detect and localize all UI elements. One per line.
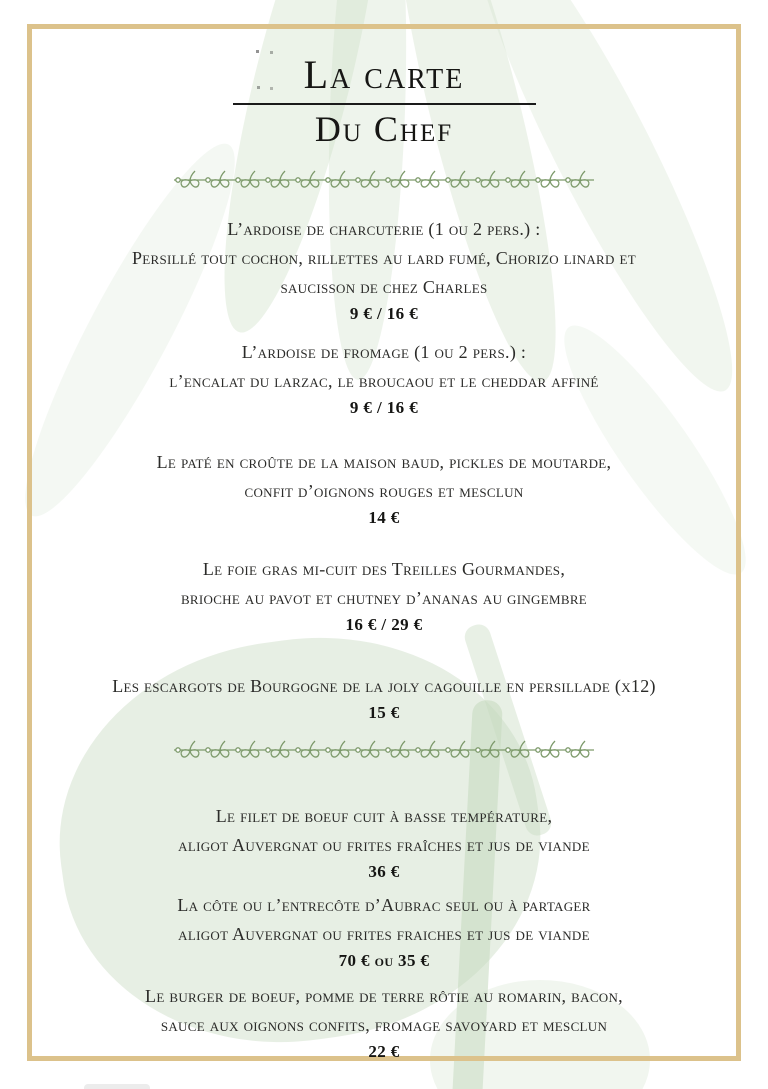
menu-item-line: Le burger de boeuf, pomme de terre rôtie au romarin, bacon,	[145, 986, 623, 1006]
menu-item-line: L’ardoise de charcuterie (1 ou 2 pers.) :	[227, 219, 541, 239]
cutoff-shape	[84, 1084, 150, 1089]
menu-item-line: sauce aux oignons confits, fromage savoyard et mesclun	[160, 1015, 608, 1035]
menu-item-line: Les escargots de Bourgogne de la joly cagouille en persillade (x12)	[112, 676, 656, 696]
menu-item	[32, 672, 736, 725]
menu-item-line: aligot Auvergnat ou frites fraîches et jus de viande	[178, 835, 590, 855]
menu-item	[32, 448, 736, 530]
menu-item-line: aligot Auvergnat ou frites fraiches et jus de viande	[178, 924, 590, 944]
menu-item	[32, 555, 736, 637]
menu-item	[32, 802, 736, 884]
menu-item-price: 36 €	[368, 862, 400, 881]
menu-item-price: 14 €	[368, 508, 400, 527]
menu-item-line: Le paté en croûte de la maison baud, pickles de moutarde,	[156, 452, 612, 472]
menu-item-line: La côte ou l’entrecôte d’Aubrac seul ou à partager	[177, 895, 591, 915]
menu-item-line: confit d’oignons rouges et mesclun	[244, 481, 524, 501]
menu-item-line: Le filet de boeuf cuit à basse température,	[215, 806, 553, 826]
menu-item	[32, 891, 736, 973]
menu-item-line: l’encalat du larzac, le broucaou et le cheddar affiné	[169, 371, 599, 391]
menu-item-price: 22 €	[368, 1042, 400, 1061]
leaf-chain-divider-icon	[174, 739, 594, 761]
menu-item-line: L’ardoise de fromage (1 ou 2 pers.) :	[241, 342, 527, 362]
menu-item	[32, 215, 736, 326]
menu-item	[32, 338, 736, 420]
menu-page	[32, 29, 736, 1064]
menu-item-price: 9 € / 16 €	[349, 304, 419, 323]
menu-item-line: brioche au pavot et chutney d’ananas au gingembre	[180, 588, 588, 608]
menu-item-price: 9 € / 16 €	[349, 398, 419, 417]
leaf-chain-divider-icon	[174, 169, 594, 191]
menu-item-line: saucisson de chez Charles	[280, 277, 488, 297]
menu-item	[32, 982, 736, 1064]
title-divider	[233, 103, 536, 105]
menu-item-line: Persillé tout cochon, rillettes au lard fumé, Chorizo linard et	[132, 248, 636, 268]
menu-item-line: Le foie gras mi-cuit des Treilles Gourmandes,	[202, 559, 566, 579]
menu-item-price: 70 € ou 35 €	[338, 951, 430, 970]
menu-item-price: 15 €	[368, 703, 400, 722]
page-title: La carte	[303, 52, 465, 97]
page-subtitle: Du Chef	[314, 109, 454, 149]
menu-item-price: 16 € / 29 €	[345, 615, 423, 634]
